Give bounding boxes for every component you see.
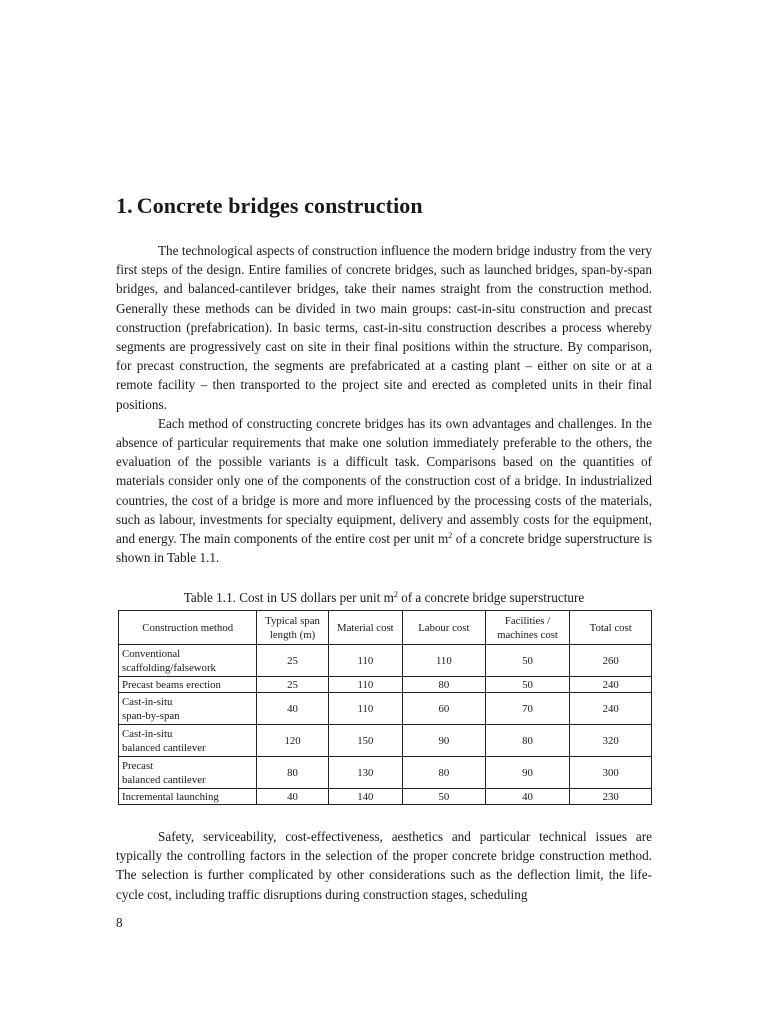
cell-span: 80 — [257, 757, 328, 789]
cell-material: 110 — [328, 645, 402, 677]
cell-total: 240 — [570, 693, 652, 725]
cell-labour: 80 — [403, 677, 486, 693]
table-row — [119, 645, 652, 677]
cell-method — [119, 693, 257, 725]
cell-labour: 60 — [403, 693, 486, 725]
method-line: scaffolding/falsework — [122, 661, 216, 674]
table-caption-exponent: 2 — [393, 590, 398, 599]
intro-paragraphs — [116, 241, 652, 567]
cell-labour: 110 — [403, 645, 486, 677]
table-row — [119, 677, 652, 693]
page-number: 8 — [116, 915, 123, 930]
cell-method — [119, 725, 257, 757]
table-row — [119, 725, 652, 757]
method-line: Conventional — [122, 647, 181, 660]
method-line: Cast-in-situ — [122, 695, 173, 708]
cell-span: 25 — [257, 677, 328, 693]
header-construction-method: Construction method — [119, 611, 257, 645]
table-row — [119, 789, 652, 805]
paragraph-3: Safety, serviceability, cost-effectiveness, aesthetics and particular technical issues are typically the controlling factors in the selection of the proper concrete bridge construction method. The selection is further complicated by other considerations such as the deflection limit, the life-cycle cost, including traffic disruptions during construction stages, scheduling — [116, 829, 652, 902]
cell-facilities: 50 — [485, 677, 570, 693]
paragraph-1: The technological aspects of construction influence the modern bridge industry from the very first steps of the design. Entire families of concrete bridges, such as launched bridges, span-by-span bridges, and balanced-cantilever bridges, take their names straight from the construction method. Generally these methods can be divided in two main groups: cast-in-situ construction and precast construction (prefabrication). In basic terms, cast-in-situ construction describes a process whereby segments are progressively cast on site in their final positions within the structure. By comparison, for precast construction, the segments are prefabricated at a casting plant – either on site or at a remote facility – then transported to the project site and erected as completed units in their final positions. — [116, 243, 652, 412]
cell-span: 40 — [257, 789, 328, 805]
cell-material: 130 — [328, 757, 402, 789]
table-caption — [116, 590, 652, 606]
cost-table — [118, 610, 652, 805]
cell-facilities: 80 — [485, 725, 570, 757]
header-span-length: Typical span length (m) — [257, 611, 328, 645]
cell-method — [119, 645, 257, 677]
table-row — [119, 757, 652, 789]
cell-total: 300 — [570, 757, 652, 789]
cell-method: Incremental launching — [119, 789, 257, 805]
header-material-cost: Material cost — [328, 611, 402, 645]
cell-total: 230 — [570, 789, 652, 805]
cell-facilities: 70 — [485, 693, 570, 725]
cell-total: 240 — [570, 677, 652, 693]
cell-span: 25 — [257, 645, 328, 677]
cell-facilities: 40 — [485, 789, 570, 805]
paragraph-2-text: Each method of constructing concrete bridges has its own advantages and challenges. In the absence of particular requirements that make one solution immediately preferable to the others, the evaluation of the possible variants is a difficult task. Comparisons based on the quantities of materials consider only one of the components of the construction cost of a bridge. In industrialized countries, the cost of a bridge is more and more influenced by the processing costs of the materials, such as labour, investments for specialty equipment, delivery and assembly costs for the equipment, and energy. The main components of the entire cost per unit — [116, 415, 652, 547]
header-facilities-cost: Facilities / machines cost — [485, 611, 570, 645]
chapter-number: 1. — [116, 193, 133, 218]
unit-exponent: 2 — [448, 531, 453, 541]
header-total-cost: Total cost — [570, 611, 652, 645]
cell-labour: 80 — [403, 757, 486, 789]
method-line: balanced cantilever — [122, 741, 206, 754]
closing-paragraphs — [116, 827, 652, 904]
method-line: Precast — [122, 759, 154, 772]
cell-method — [119, 757, 257, 789]
cell-material: 140 — [328, 789, 402, 805]
method-line: Cast-in-situ — [122, 727, 173, 740]
cell-method: Precast beams erection — [119, 677, 257, 693]
chapter-heading — [116, 193, 423, 219]
table-caption-tail: of a concrete bridge superstructure — [397, 590, 585, 605]
cell-span: 120 — [257, 725, 328, 757]
chapter-title: Concrete bridges construction — [136, 193, 423, 218]
cell-labour: 90 — [403, 725, 486, 757]
header-labour-cost: Labour cost — [403, 611, 486, 645]
table-row — [119, 693, 652, 725]
cell-material: 110 — [328, 677, 402, 693]
cell-span: 40 — [257, 693, 328, 725]
unit-m: m — [437, 531, 449, 547]
method-line: balanced cantilever — [122, 773, 206, 786]
paragraph-2 — [116, 414, 652, 568]
table-caption-text: Table 1.1. Cost in US dollars per unit m — [183, 590, 394, 605]
cell-facilities: 90 — [485, 757, 570, 789]
table-header-row — [119, 611, 652, 645]
method-line: span-by-span — [122, 709, 180, 722]
cell-labour: 50 — [403, 789, 486, 805]
cell-material: 150 — [328, 725, 402, 757]
paragraph-2-tail: of a concrete bridge superstructure is shown in Table 1.1. — [116, 531, 653, 566]
cell-total: 260 — [570, 645, 652, 677]
cell-material: 110 — [328, 693, 402, 725]
cell-facilities: 50 — [485, 645, 570, 677]
cell-total: 320 — [570, 725, 652, 757]
